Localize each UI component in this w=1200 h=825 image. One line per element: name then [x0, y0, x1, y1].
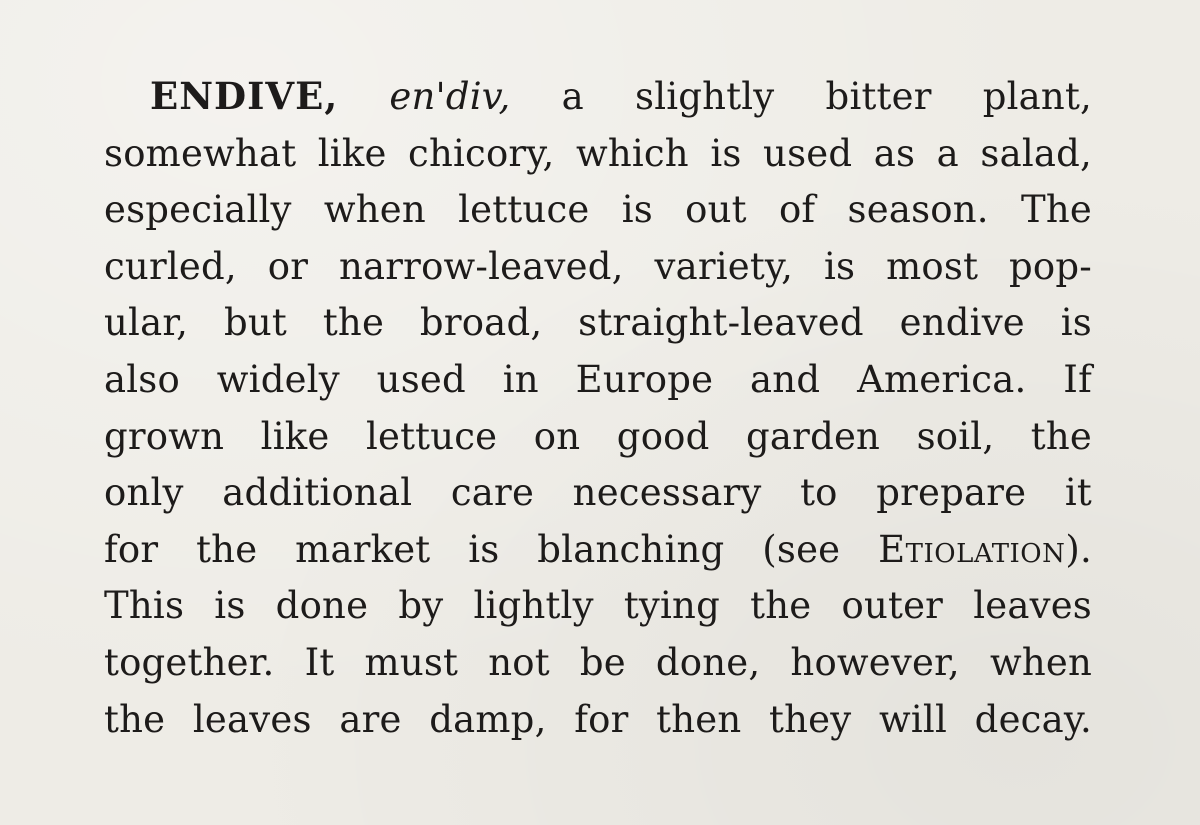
- entry-text-line-11: together. It must not be done, however, when: [104, 640, 1092, 684]
- entry-text-line-8: only additional care necessary to prepare it: [104, 471, 1092, 515]
- entry-text-line-9: for the market is blanching (see: [104, 527, 841, 571]
- entry-text-line-4: curled, or narrow-leaved, variety, is most pop-: [104, 244, 1092, 288]
- entry-line-7: [104, 409, 1092, 466]
- cross-reference-link: Etiolation: [878, 527, 1066, 571]
- entry-text-line-5: ular, but the broad, straight-leaved endive is: [104, 301, 1092, 345]
- entry-headword: ENDIVE,: [150, 74, 339, 118]
- entry-text-line-1: a slightly bitter plant,: [561, 75, 1092, 118]
- entry-line-9: [104, 522, 1092, 579]
- entry-line-10: [104, 578, 1092, 635]
- entry-text-line-3: especially when lettuce is out of season. The: [104, 188, 1092, 232]
- entry-line-2: [104, 126, 1092, 183]
- entry-text-line-7: grown like lettuce on good garden soil, the: [104, 414, 1092, 458]
- entry-text-line-10: This is done by lightly tying the outer leaves: [104, 584, 1092, 628]
- entry-line-3: [104, 182, 1092, 239]
- entry-line-8: [104, 465, 1092, 522]
- entry-line-5: [104, 295, 1092, 352]
- entry-text-line-6: also widely used in Europe and America. If: [104, 357, 1092, 401]
- entry-line-4: [104, 239, 1092, 296]
- entry-line-11: [104, 635, 1092, 692]
- entry-line-6: [104, 352, 1092, 409]
- entry-line-1: [104, 68, 1092, 126]
- entry-text-line-12: the leaves are damp, for then they will decay.: [104, 697, 1092, 741]
- entry-text-line-9-end: ).: [1065, 527, 1092, 571]
- entry-line-12: [104, 692, 1092, 749]
- encyclopedia-entry: [104, 68, 1092, 748]
- entry-pronunciation: en'div,: [389, 75, 511, 118]
- entry-text-line-2: somewhat like chicory, which is used as a salad,: [104, 131, 1092, 175]
